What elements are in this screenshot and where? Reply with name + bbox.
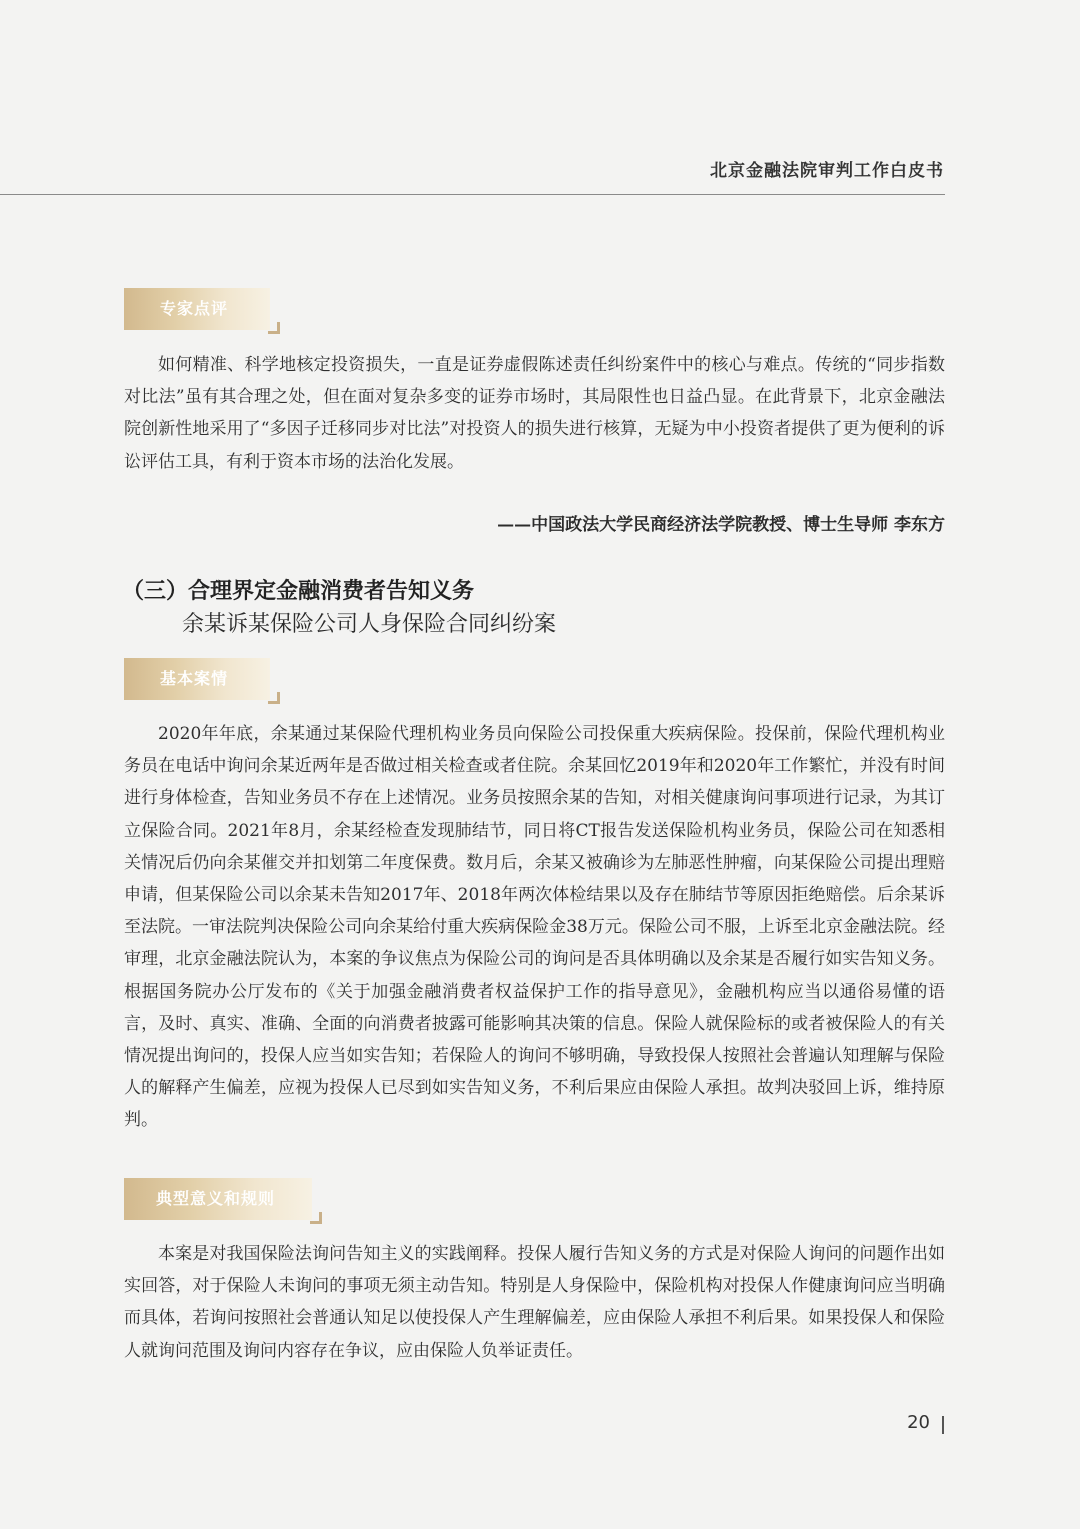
basic-facts-tag-label: 基本案情 [160,669,229,688]
significance-paragraph: 本案是对我国保险法询问告知主义的实践阐释。投保人履行告知义务的方式是对保险人询问的问题作出如实回答，对于保险人未询问的事项无须主动告知。特别是人身保险中，保险机构对投保人作健康询问应当明确而具体，若询问按照社会普通认知足以使投保人产生理解偏差，应由保险人承担不利后果。如果投保人和保险人就询问范围及询问内容存在争议，应由保险人负举证责任。 [124,1244,945,1361]
expert-review-tag-label: 专家点评 [160,299,229,318]
section-heading: （三）合理界定金融消费者告知义务 [122,579,475,604]
expert-review-tag [124,288,270,330]
basic-facts-tag [124,658,270,700]
expert-attribution: ——中国政法大学民商经济法学院教授、博士生导师 李东方 [497,515,945,535]
expert-review-paragraph: 如何精准、科学地核定投资损失，一直是证券虚假陈述责任纠纷案件中的核心与难点。传统的“同步指数对比法”虽有其合理之处，但在面对复杂多变的证券市场时，其局限性也日益凸显。在此背景下，北京金融法院创新性地采用了“多因子迁移同步对比法”对投资人的损失进行核算，无疑为中小投资者提供了更为便利的诉讼评估工具，有利于资本市场的法治化发展。 [124,355,945,472]
basic-facts-paragraph: 2020年年底，余某通过某保险代理机构业务员向保险公司投保重大疾病保险。投保前，保险代理机构业务员在电话中询问余某近两年是否做过相关检查或者住院。余某回忆2019年和2020年工作繁忙，并没有时间进行身体检查，告知业务员不存在上述情况。业务员按照余某的告知，对相关健康询问事项进行记录，为其订立保险合同。2021年8月，余某经检查发现肺结节，同日将CT报告发送保险机构业务员，保险公司在知悉相关情况后仍向余某催交并扣划第二年度保费。数月后，余某又被确诊为左肺恶性肿瘤，向某保险公司提出理赔申请，但某保险公司以余某未告知2017年、2018年两次体检结果以及存在肺结节等原因拒绝赔偿。后余某诉至法院。一审法院判决保险公司向余某给付重大疾病保险金38万元。保险公司不服，上诉至北京金融法院。经审理，北京金融法院认为，本案的争议焦点为保险公司的询问是否具体明确以及余某是否履行如实告知义务。根据国务院办公厅发布的《关于加强金融消费者权益保护工作的指导意见》，金融机构应当以通俗易懂的语言，及时、真实、准确、全面的向消费者披露可能影响其决策的信息。保险人就保险标的或者被保险人的有关情况提出询问的，投保人应当如实告知；若保险人的询问不够明确，导致投保人按照社会普遍认知理解与保险人的解释产生偏差，应视为投保人已尽到如实告知义务，不利后果应由保险人承担。故判决驳回上诉，维持原判。 [124,724,945,1131]
tag-corner-icon [310,1212,322,1224]
running-header-title: 北京金融法院审判工作白皮书 [710,161,944,181]
page-number: 20 [907,1412,930,1433]
header-divider [0,194,945,195]
tag-corner-icon [268,692,280,704]
case-title: 余某诉某保险公司人身保险合同纠纷案 [182,612,557,637]
tag-corner-icon [268,322,280,334]
page-number-divider [942,1416,944,1434]
significance-tag-label: 典型意义和规则 [156,1189,276,1208]
significance-tag [124,1178,312,1220]
